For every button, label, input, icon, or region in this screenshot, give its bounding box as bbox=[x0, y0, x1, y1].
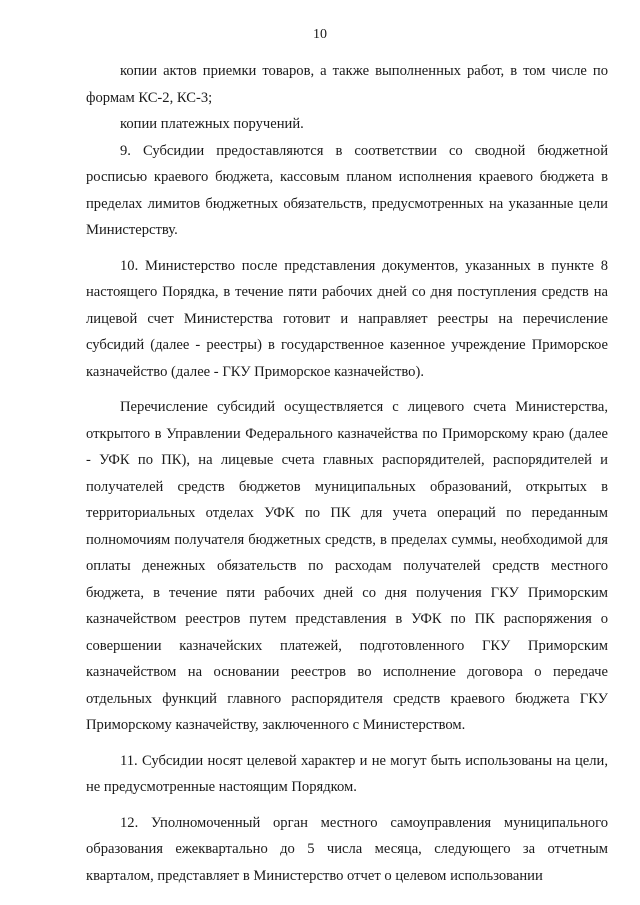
document-body bbox=[86, 58, 608, 889]
page-number: 10 bbox=[313, 27, 327, 42]
paragraph-acts-copies: копии актов приемки товаров, а также выполненных работ, в том числе по формам КС-2, КС-3; bbox=[86, 63, 608, 106]
paragraph-11: 11. Субсидии носят целевой характер и не могут быть использованы на цели, не предусмотренные настоящим Порядком. bbox=[86, 752, 608, 795]
paragraph-10: 10. Министерство после представления документов, указанных в пункте 8 настоящего Порядка, в течение пяти рабочих дней со дня поступления средств на лицевой счет Министерства готовит и направляет реестры на перечисление субсидий (далее - реестры) в государственное казенное учреждение Приморское казначейство (далее - ГКУ Приморское казначейство). bbox=[86, 257, 608, 380]
paragraph-payment-orders: копии платежных поручений. bbox=[120, 116, 304, 132]
paragraph-9: 9. Субсидии предоставляются в соответствии со сводной бюджетной росписью краевого бюджета, кассовым планом исполнения краевого бюджета в пределах лимитов бюджетных обязательств, предусмотренных на указанные цели Министерству. bbox=[86, 142, 608, 238]
paragraph-12: 12. Уполномоченный орган местного самоуправления муниципального образования ежеквартально до 5 числа месяца, следующего за отчетным кварталом, представляет в Министерство отчет о целевом использовании bbox=[86, 814, 608, 884]
paragraph-transfer: Перечисление субсидий осуществляется с лицевого счета Министерства, открытого в Управлении Федерального казначейства по Приморскому краю (далее - УФК по ПК), на лицевые счета главных распорядителей, распорядителей и получателей средств бюджетов муниципальных образований, открытых в территориальных отделах УФК по ПК для учета операций по переданным полномочиям получателя бюджетных средств, в пределах суммы, необходимой для оплаты денежных обязательств по расходам получателей средств местного бюджета, в течение пяти рабочих дней со дня получения ГКУ Приморским казначейством реестров путем представления в УФК по ПК распоряжения о совершении казначейских платежей, подготовленного ГКУ Приморским казначейством на основании реестров во исполнение договора о передаче отдельных функций главного распорядителя средств краевого бюджета ГКУ Приморскому казначейству, заключенного с Министерством. bbox=[86, 399, 608, 733]
